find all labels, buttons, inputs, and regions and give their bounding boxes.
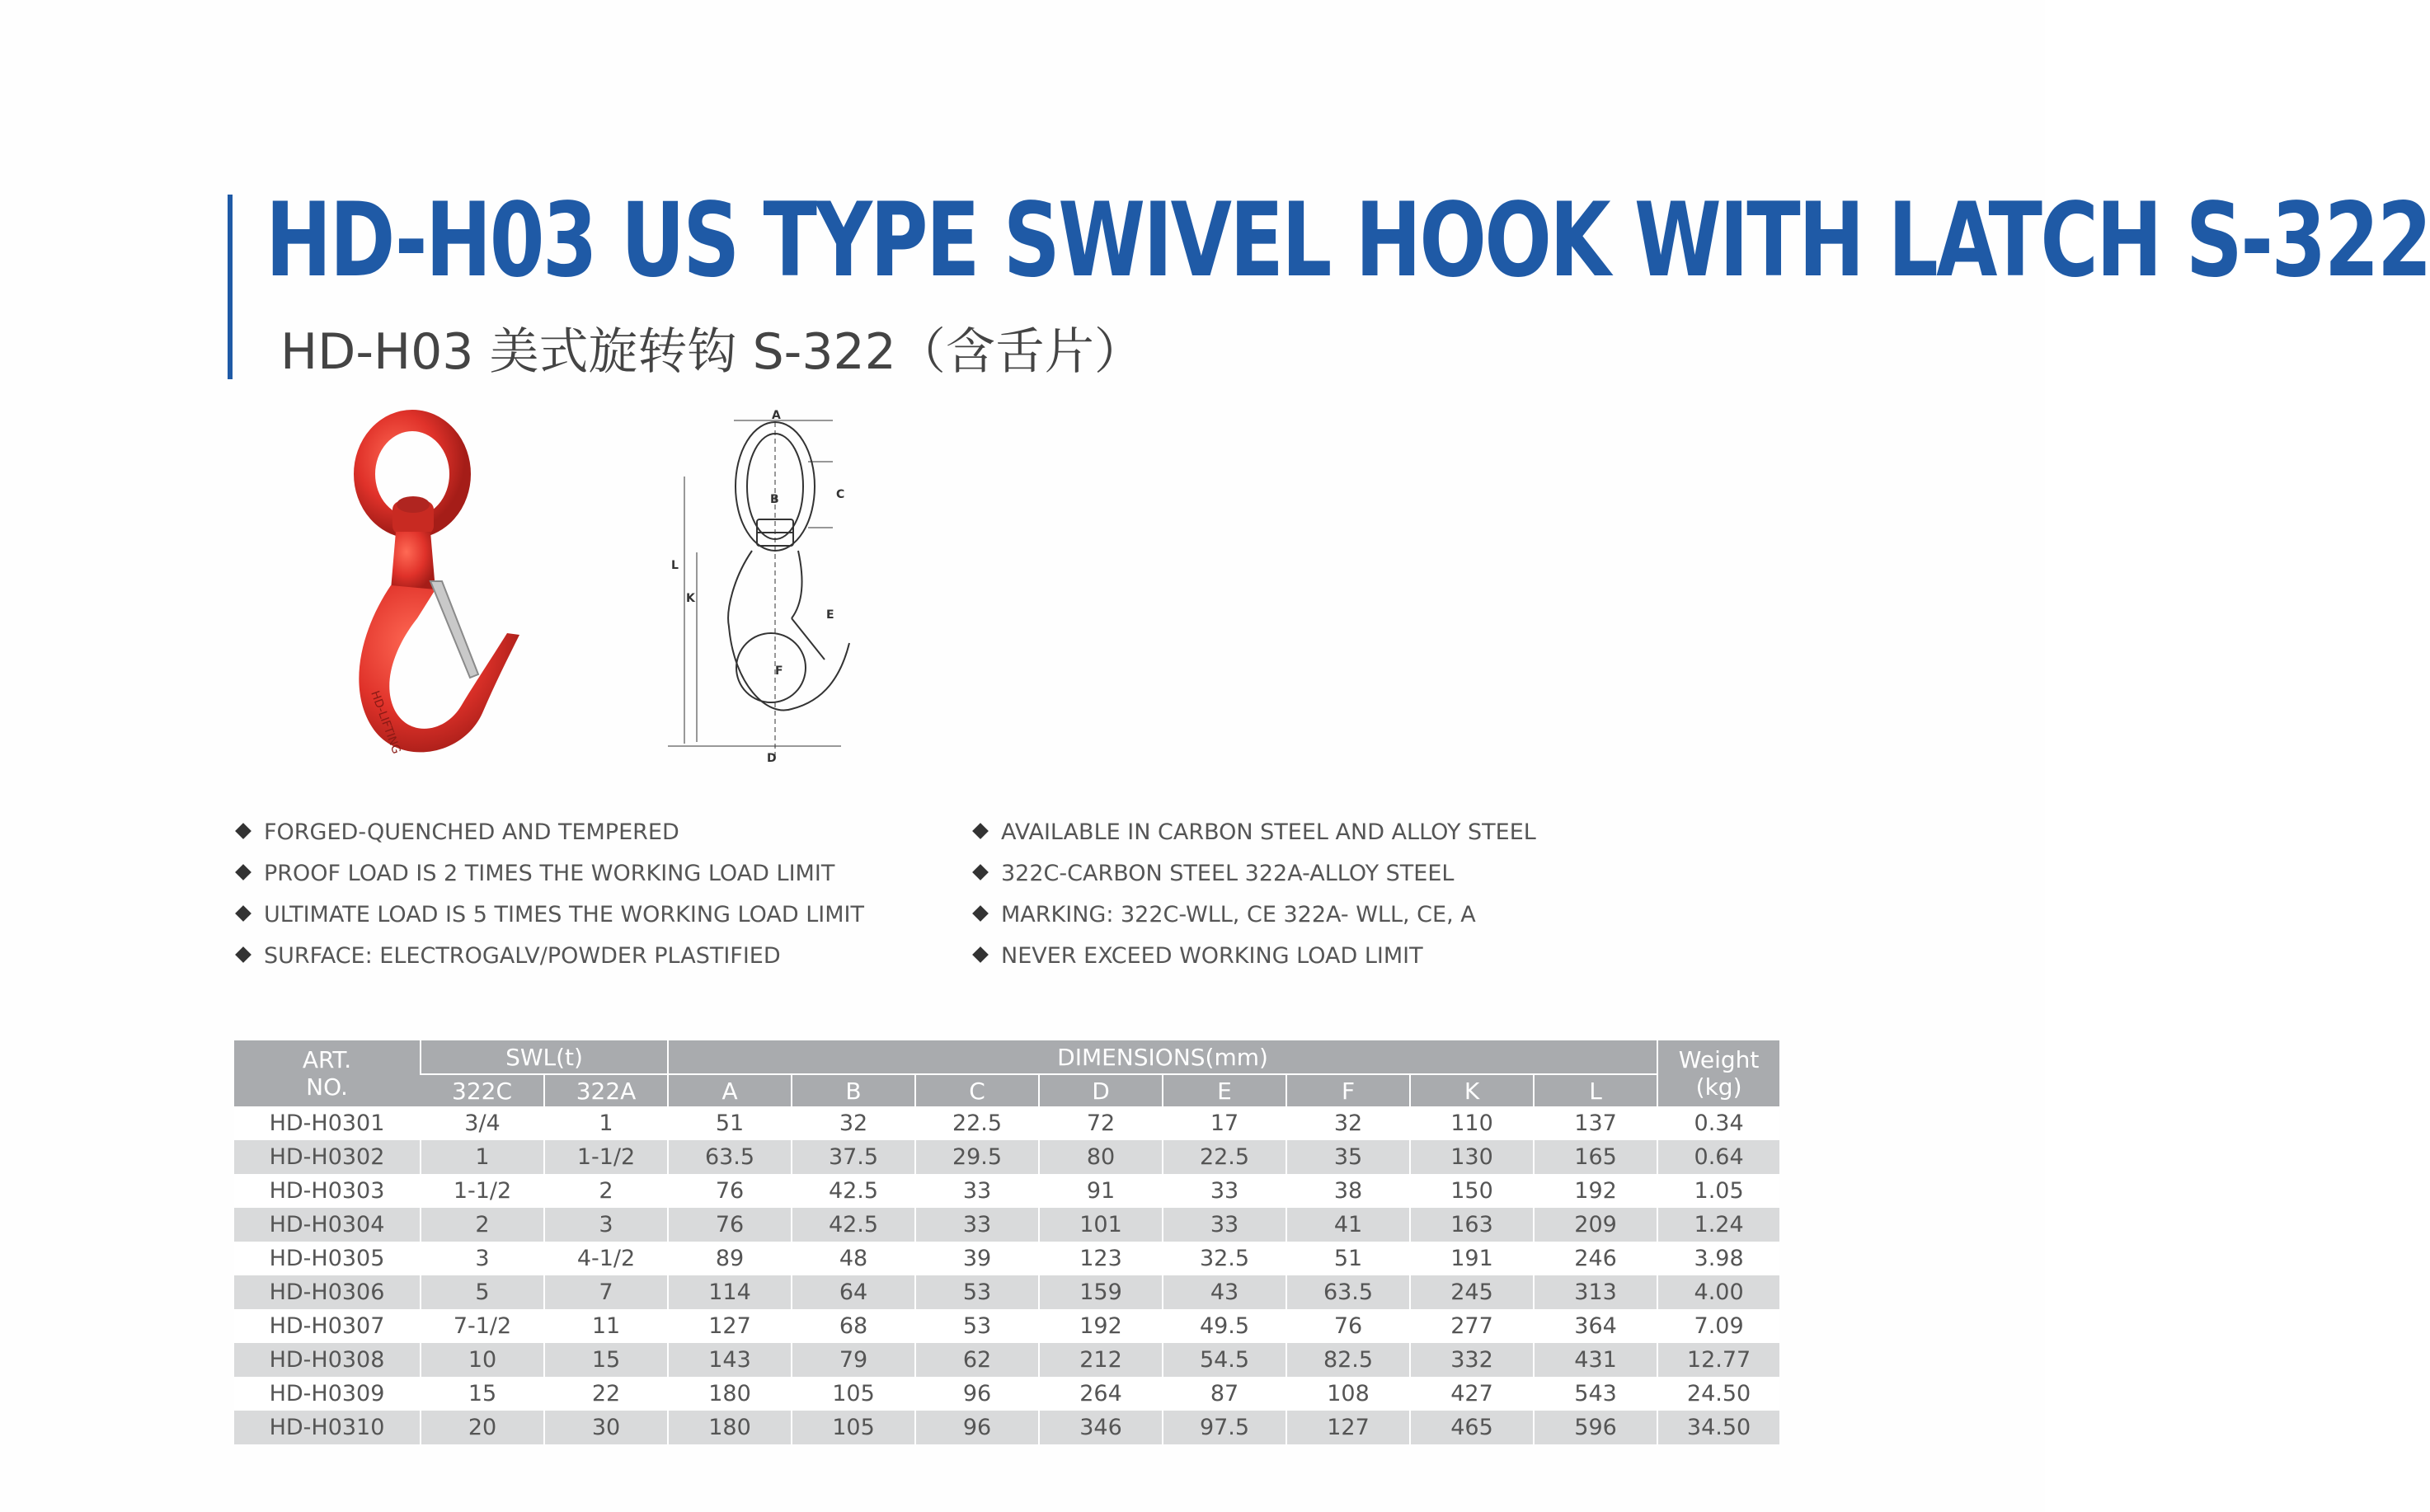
table-cell: 246	[1534, 1242, 1657, 1275]
table-cell: HD-H0310	[234, 1411, 421, 1444]
header-dim-c: C	[915, 1074, 1039, 1106]
table-cell: 4-1/2	[544, 1242, 668, 1275]
table-cell: 245	[1410, 1275, 1534, 1309]
table-cell: 17	[1163, 1106, 1286, 1140]
table-row	[234, 1106, 1779, 1140]
table-cell: 1-1/2	[421, 1174, 544, 1208]
feature-item	[971, 895, 1713, 936]
table-cell: 63.5	[1286, 1275, 1410, 1309]
table-cell: 114	[668, 1275, 792, 1309]
header-dim-d: D	[1039, 1074, 1163, 1106]
table-cell: 53	[915, 1275, 1039, 1309]
table-cell: 33	[915, 1174, 1039, 1208]
specification-table	[234, 1040, 1779, 1444]
table-cell: 130	[1410, 1140, 1534, 1174]
table-cell: 313	[1534, 1275, 1657, 1309]
table-cell: 1.05	[1657, 1174, 1779, 1208]
drawing-label-l: L	[671, 559, 679, 572]
table-cell: 110	[1410, 1106, 1534, 1140]
table-cell: 63.5	[668, 1140, 792, 1174]
page-title: HD-H03 US TYPE SWIVEL HOOK WITH LATCH S-322	[266, 181, 2430, 300]
header-dimensions: DIMENSIONS(mm)	[668, 1040, 1657, 1074]
diamond-bullet-icon	[235, 946, 251, 963]
feature-text: FORGED-QUENCHED AND TEMPERED	[264, 819, 679, 845]
table-row	[234, 1140, 1779, 1174]
table-cell: 465	[1410, 1411, 1534, 1444]
table-cell: 20	[421, 1411, 544, 1444]
table-cell: 32.5	[1163, 1242, 1286, 1275]
table-cell: 79	[792, 1343, 915, 1377]
table-cell: 42.5	[792, 1208, 915, 1242]
table-cell: 192	[1039, 1309, 1163, 1343]
header-dim-k: K	[1410, 1074, 1534, 1106]
table-cell: 33	[1163, 1174, 1286, 1208]
table-cell: 35	[1286, 1140, 1410, 1174]
table-cell: 53	[915, 1309, 1039, 1343]
table-cell: 191	[1410, 1242, 1534, 1275]
table-cell: 22	[544, 1377, 668, 1411]
table-cell: 332	[1410, 1343, 1534, 1377]
diamond-bullet-icon	[972, 905, 989, 922]
table-cell: 12.77	[1657, 1343, 1779, 1377]
table-cell: 43	[1163, 1275, 1286, 1309]
feature-item	[971, 853, 1713, 895]
diamond-bullet-icon	[235, 905, 251, 922]
diamond-bullet-icon	[235, 823, 251, 839]
table-cell: 0.34	[1657, 1106, 1779, 1140]
table-cell: 150	[1410, 1174, 1534, 1208]
drawing-label-k: K	[686, 592, 695, 605]
feature-text: NEVER EXCEED WORKING LOAD LIMIT	[1001, 943, 1423, 969]
table-row	[234, 1174, 1779, 1208]
feature-text: PROOF LOAD IS 2 TIMES THE WORKING LOAD LIMIT	[264, 861, 835, 886]
table-cell: 22.5	[1163, 1140, 1286, 1174]
page-subtitle: HD-H03 美式旋转钩 S-322（含舌片）	[280, 323, 1144, 381]
feature-text: MARKING: 322C-WLL, CE 322A- WLL, CE, A	[1001, 902, 1476, 927]
features-left	[234, 812, 943, 977]
table-row	[234, 1309, 1779, 1343]
feature-text: SURFACE: ELECTROGALV/POWDER PLASTIFIED	[264, 943, 781, 969]
table-cell: 82.5	[1286, 1343, 1410, 1377]
table-cell: 97.5	[1163, 1411, 1286, 1444]
table-cell: HD-H0305	[234, 1242, 421, 1275]
table-cell: 1.24	[1657, 1208, 1779, 1242]
drawing-label-b: B	[770, 493, 779, 506]
table-cell: 54.5	[1163, 1343, 1286, 1377]
table-cell: 51	[668, 1106, 792, 1140]
table-cell: 30	[544, 1411, 668, 1444]
table-cell: 101	[1039, 1208, 1163, 1242]
drawing-label-d: D	[767, 752, 777, 765]
table-cell: HD-H0303	[234, 1174, 421, 1208]
table-cell: 49.5	[1163, 1309, 1286, 1343]
table-cell: 87	[1163, 1377, 1286, 1411]
table-cell: 127	[668, 1309, 792, 1343]
table-cell: 1	[544, 1106, 668, 1140]
table-cell: 3	[544, 1208, 668, 1242]
title-accent-bar	[228, 195, 233, 379]
table-cell: 48	[792, 1242, 915, 1275]
header-swl: SWL(t)	[421, 1040, 668, 1074]
table-cell: 91	[1039, 1174, 1163, 1208]
table-cell: 11	[544, 1309, 668, 1343]
table-cell: 108	[1286, 1377, 1410, 1411]
table-cell: 64	[792, 1275, 915, 1309]
feature-item	[971, 812, 1713, 853]
diamond-bullet-icon	[972, 823, 989, 839]
table-cell: 33	[1163, 1208, 1286, 1242]
table-cell: 32	[792, 1106, 915, 1140]
table-cell: 22.5	[915, 1106, 1039, 1140]
table-cell: 76	[668, 1208, 792, 1242]
sub-header-row	[234, 1074, 1779, 1106]
hook-shank	[391, 532, 435, 589]
header-dim-b: B	[792, 1074, 915, 1106]
table-row	[234, 1208, 1779, 1242]
table-cell: HD-H0302	[234, 1140, 421, 1174]
table-cell: HD-H0306	[234, 1275, 421, 1309]
hook-latch	[430, 581, 478, 678]
table-cell: 33	[915, 1208, 1039, 1242]
table-cell: 80	[1039, 1140, 1163, 1174]
table-cell: HD-H0307	[234, 1309, 421, 1343]
drawing-label-a: A	[772, 409, 781, 422]
feature-text: AVAILABLE IN CARBON STEEL AND ALLOY STEEL	[1001, 819, 1536, 845]
table-row	[234, 1377, 1779, 1411]
table-cell: 180	[668, 1377, 792, 1411]
table-cell: HD-H0308	[234, 1343, 421, 1377]
table-cell: 596	[1534, 1411, 1657, 1444]
table-cell: HD-H0301	[234, 1106, 421, 1140]
table-row	[234, 1411, 1779, 1444]
table-cell: 15	[421, 1377, 544, 1411]
table-cell: 68	[792, 1309, 915, 1343]
header-art-no: ART. NO.	[234, 1040, 421, 1106]
table-cell: 3/4	[421, 1106, 544, 1140]
table-cell: 165	[1534, 1140, 1657, 1174]
table-cell: HD-H0309	[234, 1377, 421, 1411]
diamond-bullet-icon	[972, 946, 989, 963]
table-cell: 346	[1039, 1411, 1163, 1444]
table-cell: 137	[1534, 1106, 1657, 1140]
header-322c: 322C	[421, 1074, 544, 1106]
feature-text: ULTIMATE LOAD IS 5 TIMES THE WORKING LOAD LIMIT	[264, 902, 864, 927]
table-cell: 127	[1286, 1411, 1410, 1444]
table-cell: 10	[421, 1343, 544, 1377]
table-cell: 42.5	[792, 1174, 915, 1208]
table-cell: 15	[544, 1343, 668, 1377]
table-cell: 76	[1286, 1309, 1410, 1343]
feature-item	[234, 812, 943, 853]
table-cell: 543	[1534, 1377, 1657, 1411]
table-cell: 96	[915, 1411, 1039, 1444]
table-cell: 1	[421, 1140, 544, 1174]
feature-text: 322C-CARBON STEEL 322A-ALLOY STEEL	[1001, 861, 1455, 886]
table-cell: 62	[915, 1343, 1039, 1377]
table-cell: 72	[1039, 1106, 1163, 1140]
feature-item	[971, 936, 1713, 977]
table-row	[234, 1275, 1779, 1309]
table-cell: 24.50	[1657, 1377, 1779, 1411]
table-cell: 7	[544, 1275, 668, 1309]
hook-engraving: HD-LIFTING	[368, 688, 403, 756]
table-cell: 7-1/2	[421, 1309, 544, 1343]
header-weight: Weight (kg)	[1657, 1040, 1779, 1106]
table-cell: 37.5	[792, 1140, 915, 1174]
dimension-drawing	[660, 409, 874, 775]
table-cell: 76	[668, 1174, 792, 1208]
drawing-label-f: F	[775, 664, 783, 678]
header-dim-l: L	[1534, 1074, 1657, 1106]
feature-item	[234, 853, 943, 895]
table-row	[234, 1242, 1779, 1275]
drawing-label-c: C	[836, 488, 845, 501]
table-cell: 427	[1410, 1377, 1534, 1411]
table-cell: 209	[1534, 1208, 1657, 1242]
table-cell: 2	[421, 1208, 544, 1242]
table-cell: 159	[1039, 1275, 1163, 1309]
table-row	[234, 1343, 1779, 1377]
table-cell: 5	[421, 1275, 544, 1309]
table-cell: 0.64	[1657, 1140, 1779, 1174]
table-cell: 29.5	[915, 1140, 1039, 1174]
table-cell: 3.98	[1657, 1242, 1779, 1275]
table-cell: 3	[421, 1242, 544, 1275]
header-322a: 322A	[544, 1074, 668, 1106]
diamond-bullet-icon	[235, 864, 251, 880]
table-cell: 163	[1410, 1208, 1534, 1242]
table-cell: 123	[1039, 1242, 1163, 1275]
table-cell: 277	[1410, 1309, 1534, 1343]
swivel-hook-photo	[338, 412, 536, 775]
header-dim-f: F	[1286, 1074, 1410, 1106]
table-cell: 364	[1534, 1309, 1657, 1343]
table-cell: HD-H0304	[234, 1208, 421, 1242]
header-dim-e: E	[1163, 1074, 1286, 1106]
table-cell: 39	[915, 1242, 1039, 1275]
feature-item	[234, 936, 943, 977]
drawing-label-e: E	[826, 608, 834, 622]
table-cell: 1-1/2	[544, 1140, 668, 1174]
table-cell: 192	[1534, 1174, 1657, 1208]
table-cell: 431	[1534, 1343, 1657, 1377]
table-body	[234, 1106, 1779, 1444]
table-cell: 41	[1286, 1208, 1410, 1242]
diamond-bullet-icon	[972, 864, 989, 880]
feature-item	[234, 895, 943, 936]
table-cell: 7.09	[1657, 1309, 1779, 1343]
table-cell: 4.00	[1657, 1275, 1779, 1309]
features-right	[971, 812, 1713, 977]
table-cell: 143	[668, 1343, 792, 1377]
table-cell: 89	[668, 1242, 792, 1275]
table-cell: 105	[792, 1377, 915, 1411]
table-cell: 38	[1286, 1174, 1410, 1208]
table-cell: 105	[792, 1411, 915, 1444]
header-dim-a: A	[668, 1074, 792, 1106]
table-cell: 2	[544, 1174, 668, 1208]
table-cell: 180	[668, 1411, 792, 1444]
table-cell: 212	[1039, 1343, 1163, 1377]
table-cell: 51	[1286, 1242, 1410, 1275]
table-cell: 32	[1286, 1106, 1410, 1140]
table-cell: 264	[1039, 1377, 1163, 1411]
table-cell: 34.50	[1657, 1411, 1779, 1444]
table-cell: 96	[915, 1377, 1039, 1411]
